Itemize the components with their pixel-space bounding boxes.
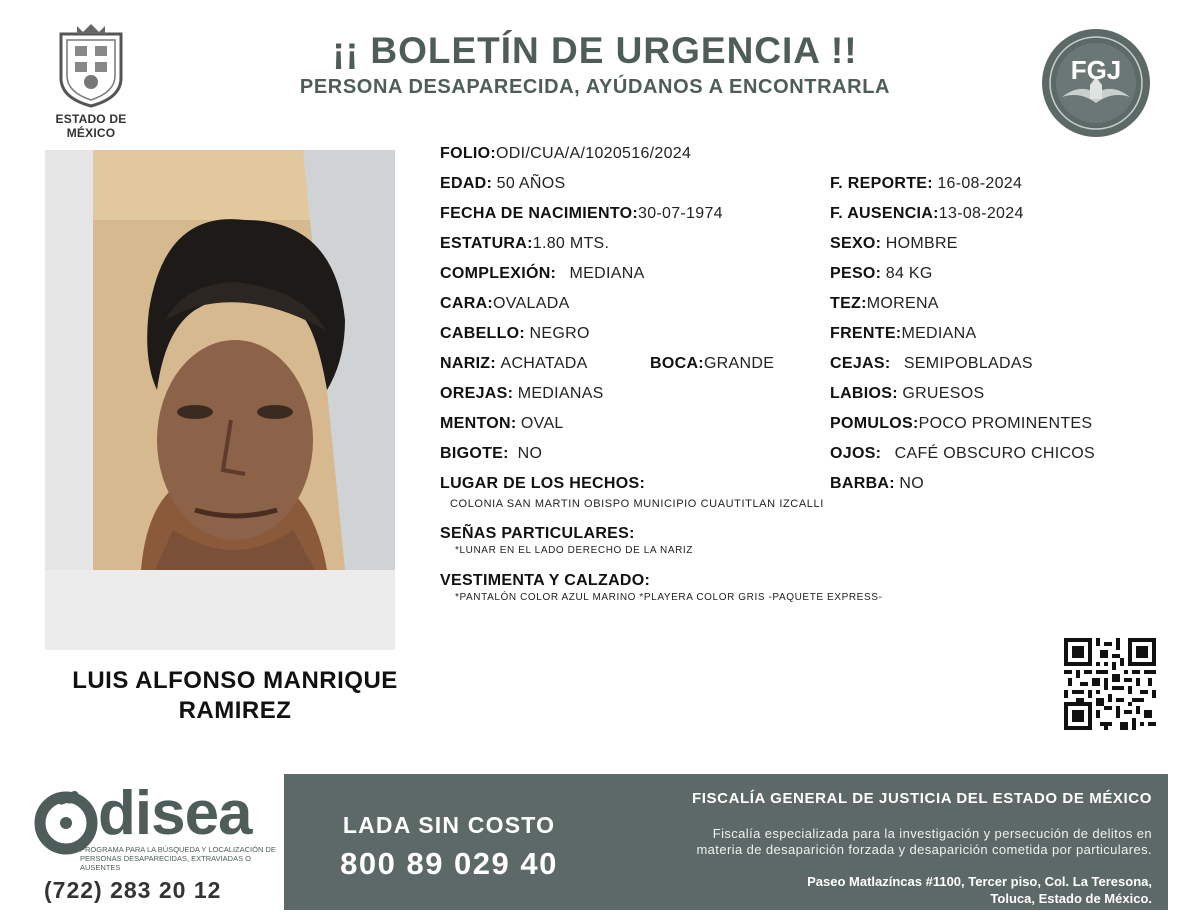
field-barba [830,474,924,494]
field-bigote [440,444,542,464]
field-menton [440,414,564,434]
field-senas-particulares [440,524,635,544]
fgj-description-line1: Fiscalía especializada para la investigación y persecución de delitos en [712,826,1152,841]
field-value: OVALADA [493,295,570,312]
field-frente [830,324,976,344]
fgj-full-name: FISCALÍA GENERAL DE JUSTICIA DEL ESTADO DE MÉXICO [692,790,1152,807]
odisea-description: PROGRAMA PARA LA BÚSQUEDA Y LOCALIZACIÓN DE PERSONAS DESAPARECIDAS, EXTRAVIADAS O AUSENTES [80,845,276,872]
fgj-description-line2: materia de desaparición forzada y desaparición cometida por particulares. [696,842,1152,857]
field-value: 30-07-1974 [638,205,723,222]
field-label: FRENTE: [830,325,902,342]
field-value: MEDIANA [569,265,645,282]
field-edad [440,174,565,194]
field-label: PESO: [830,265,882,282]
person-name-line1: LUIS ALFONSO MANRIQUE [72,667,398,694]
field-value: GRUESOS [902,385,985,402]
field-label: OJOS: [830,445,882,462]
field-value: ACHATADA [500,355,588,372]
bulletin-subtitle: PERSONA DESAPARECIDA, AYÚDANOS A ENCONTRARLA [299,76,891,98]
field-value: NO [517,445,543,462]
field-f-ausencia [830,204,1024,224]
person-photo [45,150,395,650]
field-label: SEÑAS PARTICULARES: [440,525,635,542]
field-label: F. AUSENCIA: [830,205,939,222]
field-value: HOMBRE [885,235,958,252]
qr-code-icon [1064,638,1156,730]
field-lugar-hechos [440,474,645,494]
field-labios [830,384,984,404]
field-label: LABIOS: [830,385,898,402]
fgj-logo [1040,27,1152,139]
field-value: OVAL [520,415,564,432]
field-label: NARIZ: [440,355,497,372]
field-label: ESTATURA: [440,235,533,252]
field-label: FECHA DE NACIMIENTO: [440,205,638,222]
fgj-description [600,826,1152,858]
toll-free-number[interactable]: 800 89 029 40 [340,846,558,881]
field-value: NEGRO [529,325,590,342]
field-orejas [440,384,604,404]
field-value: SEMIPOBLADAS [903,355,1033,372]
field-folio [440,144,691,164]
field-value: MEDIANAS [517,385,604,402]
field-label: OREJAS: [440,385,514,402]
field-estatura [440,234,609,254]
field-value: 16-08-2024 [937,175,1023,192]
field-cara [440,294,570,314]
field-tez [830,294,939,314]
field-value: GRANDE [703,355,775,372]
field-vestimenta [440,571,650,591]
lugar-hechos-value: COLONIA SAN MARTIN OBISPO MUNICIPIO CUAUTITLAN IZCALLI [450,498,824,510]
lada-label: LADA SIN COSTO [342,812,556,838]
fgj-address [600,873,1152,907]
svg-text:FGJ: FGJ [1070,55,1122,85]
field-label: POMULOS: [830,415,919,432]
field-boca [650,354,774,374]
coat-of-arms-icon [51,20,131,108]
field-cejas [830,354,1033,374]
qr-code[interactable] [1064,638,1156,730]
field-label: F. REPORTE: [830,175,933,192]
field-value: 13-08-2024 [938,205,1024,222]
field-label: LUGAR DE LOS HECHOS: [440,475,646,492]
person-name [30,666,440,726]
field-value: NO [899,475,924,492]
person-name-line2: RAMIREZ [178,697,292,724]
field-label: VESTIMENTA Y CALZADO: [440,572,651,589]
field-complexion [440,264,645,284]
field-ojos [830,444,1095,464]
field-value: 50 AÑOS [496,175,566,192]
field-peso [830,264,933,284]
estado-de-mexico-logo [30,20,152,140]
field-label: CEJAS: [830,355,891,372]
field-sexo [830,234,958,254]
odisea-wordmark: disea [98,779,252,848]
field-label: BIGOTE: [440,445,509,462]
field-label: CARA: [440,295,494,312]
field-value: MORENA [866,295,939,312]
field-label: COMPLEXIÓN: [440,265,557,282]
field-value: CAFÉ OBSCURO CHICOS [894,445,1096,462]
field-label: FOLIO: [440,145,497,162]
field-fecha-nacimiento [440,204,723,224]
field-value: MEDIANA [901,325,977,342]
field-value: POCO PROMINENTES [918,415,1093,432]
odisea-phone[interactable]: (722) 283 20 12 [44,877,222,903]
field-value: 1.80 MTS. [532,235,610,252]
field-label: MENTON: [440,415,517,432]
bulletin-title: ¡¡ BOLETÍN DE URGENCIA !! [332,30,858,71]
senas-particulares-value: *LUNAR EN EL LADO DERECHO DE LA NARIZ [455,545,693,556]
field-label: SEXO: [830,235,882,252]
person-portrait-image [45,150,395,650]
field-cabello [440,324,590,344]
fgj-address-line2: Toluca, Estado de México. [990,891,1152,906]
field-label: BARBA: [830,475,895,492]
field-f-reporte [830,174,1022,194]
field-label: BOCA: [650,355,704,372]
field-value: 84 KG [885,265,933,282]
field-label: EDAD: [440,175,493,192]
field-label: TEZ: [830,295,867,312]
field-pomulos [830,414,1092,434]
field-nariz [440,354,588,374]
field-label: CABELLO: [440,325,526,342]
vestimenta-value: *PANTALÓN COLOR AZUL MARINO *PLAYERA COLOR GRIS -PAQUETE EXPRESS- [455,592,883,603]
state-label: ESTADO DE MÉXICO [55,112,127,140]
field-value: ODI/CUA/A/1020516/2024 [496,145,692,162]
fgj-address-line1: Paseo Matlazíncas #1100, Tercer piso, Col. La Teresona, [807,874,1152,889]
fgj-seal-icon [1040,27,1152,139]
